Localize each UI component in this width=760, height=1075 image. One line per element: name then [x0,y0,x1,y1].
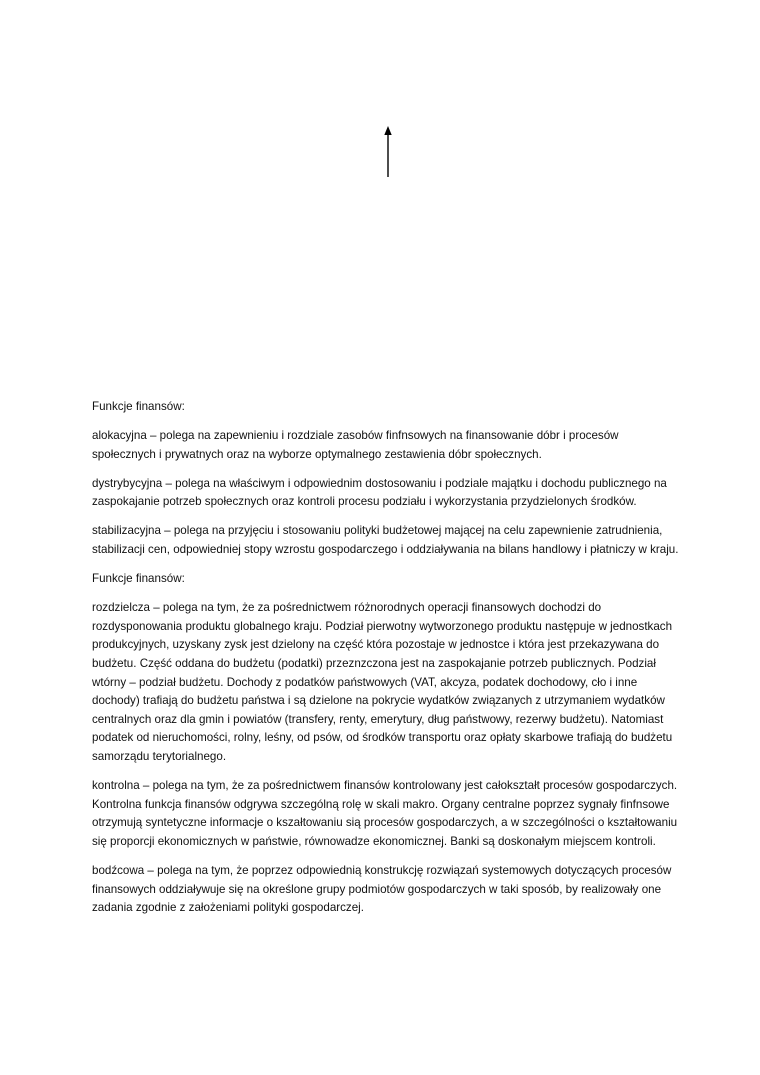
paragraph-stabilizacyjna: stabilizacyjna – polega na przyjęciu i stosowaniu polityki budżetowej mającej na celu zapewnienie zatrudnienia, stabilizacji cen, odpowiedniej stopy wzrostu gospodarczego i oddziaływania na bilans handlowy i płatniczy w kraju. [92,524,679,557]
paragraph-alokacyjna: alokacyjna – polega na zapewnieniu i rozdziale zasobów finfnsowych na finansowanie dóbr i procesów społecznych i prywatnych oraz na wyborze optymalnego zestawienia dóbr społecznych. [92,429,619,461]
paragraph-rozdzielcza: rozdzielcza – polega na tym, że za pośrednictwem różnorodnych operacji finansowych dochodzi do rozdysponowania produktu globalnego kraju. Podział pierwotny wytworzonego produktu następuje w jednostkach produkcyjnych, uzyskany zysk jest dzielony na część która pozostaje w jednostce i która jest przekazywana do budżetu. Część oddana do budżetu (podatki) przeznzczona jest na zaspokajanie potrzeb publicznych. Podział wtórny – podział budżetu. Dochody z podatków państwowych (VAT, akcyza, podatek dochodowy, cło i inne dochody) trafiają do budżetu państwa i są dzielone na pokrycie wydatków związanych z utrzymaniem wydatków centralnych oraz dla gmin i powiatów (transfery, renty, emerytury, dług państwowy, rezerwy budżetu). Natomiast podatek od nieruchomości, rolny, leśny, od psów, od środków transportu oraz opłaty skarbowe trafiają do budżetu samorządu terytorialnego. [92,601,673,763]
section-heading-2: Funkcje finansów: [92,572,185,586]
document-body [92,398,682,928]
section-heading-1: Funkcje finansów: [92,400,185,413]
paragraph-kontrolna: kontrolna – polega na tym, że za pośrednictwem finansów kontrolowany jest całokształt procesów gospodarczych. Kontrolna funkcja finansów odgrywa szczególną rolę w skali makro. Organy centralne poprzez sygnały finfnsowe otrzymują syntetyczne informacje o kszałtowaniu sią procesów gospodarczych, a w szczególności o kształtowaniu się proporcji ekonomicznych w państwie, równowadze ekonomicznej. Banki są doskonałym miejscem kontroli. [92,779,678,848]
paragraph-dystrybycyjna: dystrybycyjna – polega na właściwym i odpowiednim dostosowaniu i podziale majątku i dochodu publicznego na zaspokajanie potrzeb społecznych oraz kontroli procesu podziału i wykorzystania przydzielonych środków. [92,476,667,509]
paragraph-bodzcowa: bodźcowa – polega na tym, że poprzez odpowiednią konstrukcję rozwiązań systemowych dotyczących procesów finansowych oddziaływuje się na określone grupy podmiotów gospodarczych w taki sposób, by realizowały one zadania zgodnie z założeniami polityki gospodarczej. [92,863,672,915]
up-arrow-icon [380,126,396,178]
